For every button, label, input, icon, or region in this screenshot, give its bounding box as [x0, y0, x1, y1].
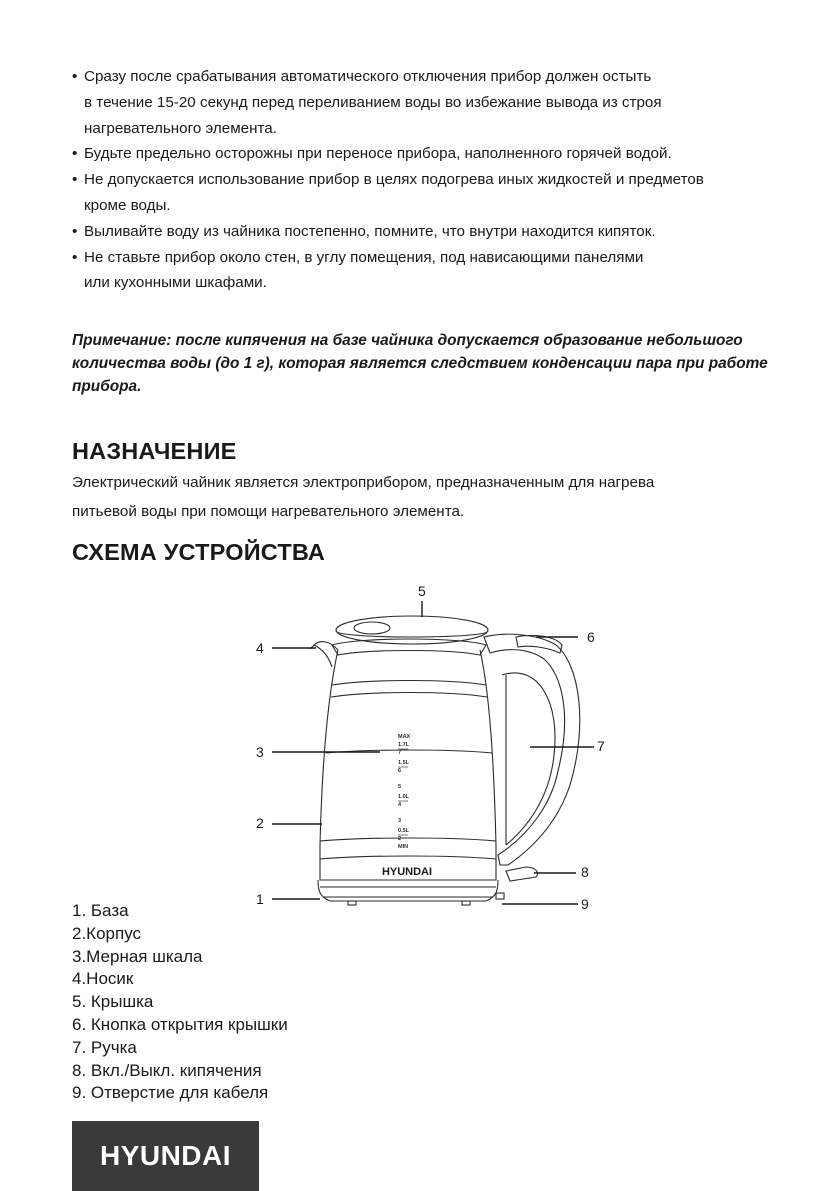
bullet-item: • Выливайте воду из чайника постепенно, помните, что внутри находится кипяток. [72, 219, 792, 245]
legend-item: 5. Крышка [72, 992, 154, 1012]
kettle-lid [336, 616, 488, 644]
cable-hole [496, 893, 504, 899]
power-switch [506, 867, 538, 881]
kettle-brand: HYUNDAI [381, 866, 433, 878]
svg-text:5: 5 [398, 784, 402, 790]
svg-text:7: 7 [398, 750, 402, 756]
legend-item: 2.Корпус [72, 923, 142, 943]
legend-item: 7. Ручка [72, 1037, 137, 1057]
legend-item: 3.Мерная шкала [72, 946, 203, 966]
svg-text:4: 4 [398, 802, 402, 808]
svg-text:6: 6 [398, 768, 402, 774]
svg-text:1.7L: 1.7L [398, 742, 410, 748]
legend-item: 9. Отверстие для кабеля [72, 1083, 269, 1103]
kettle-base [318, 880, 498, 901]
svg-text:2: 2 [398, 836, 402, 842]
svg-text:MAX: MAX [398, 734, 411, 740]
legend-item: 4.Носик [72, 969, 134, 989]
note-paragraph [72, 329, 772, 398]
kettle-diagram [240, 575, 620, 935]
svg-text:3: 3 [398, 818, 402, 824]
callout-9: 9 [581, 896, 589, 912]
kettle-spout [314, 642, 338, 667]
legend-item: 1. База [72, 901, 129, 920]
bullet-item: • Не ставьте прибор около стен, в углу помещения, под нависающими панелями или кухонными шкафами. [72, 245, 792, 297]
purpose-heading: НАЗНАЧЕНИЕ [72, 438, 237, 464]
svg-text:1.0L: 1.0L [398, 794, 410, 800]
kettle-handle [484, 634, 580, 865]
parts-legend [72, 900, 288, 1105]
svg-text:1.5L: 1.5L [398, 760, 410, 766]
legend-item: 8. Вкл./Выкл. кипячения [72, 1060, 262, 1080]
bullet-item: • Сразу после срабатывания автоматического отключения прибор должен остыть в течение 15-20 секунд перед переливанием воды во избежание вывода из строя нагревательного элемента. [72, 64, 792, 141]
purpose-paragraph: Электрический чайник является электроприбором, предназначенным для нагрева питьевой воды при помощи нагревательного элемента. [72, 474, 655, 520]
bullet-item: • Не допускается использование прибор в целях подогрева иных жидкостей и предметов кроме воды. [72, 167, 792, 219]
callout-2: 2 [256, 815, 264, 831]
callout-8: 8 [581, 864, 589, 880]
water-level-scale [398, 734, 411, 850]
note-label: Примечание: [72, 332, 172, 349]
callout-5: 5 [418, 583, 426, 599]
callout-7: 7 [597, 738, 605, 754]
note-text: после кипячения на базе чайника допускается образование небольшого количества воды (до 1 г), которая является следствием конденсации пара при работе прибора. [72, 332, 768, 395]
svg-text:0.5L: 0.5L [398, 828, 410, 834]
brand-logo [72, 1121, 259, 1191]
legend-item: 6. Кнопка открытия крышки [72, 1014, 288, 1034]
callout-4: 4 [256, 640, 264, 656]
callout-1: 1 [256, 891, 264, 907]
callout-6: 6 [587, 629, 595, 645]
brand-logo-text: HYUNDAI [99, 1140, 232, 1171]
safety-bullet-list [72, 64, 792, 296]
scheme-heading: СХЕМА УСТРОЙСТВА [72, 539, 326, 565]
bullet-item: • Будьте предельно осторожны при переносе прибора, наполненного горячей водой. [72, 141, 792, 167]
callout-3: 3 [256, 744, 264, 760]
svg-text:MIN: MIN [398, 844, 409, 850]
